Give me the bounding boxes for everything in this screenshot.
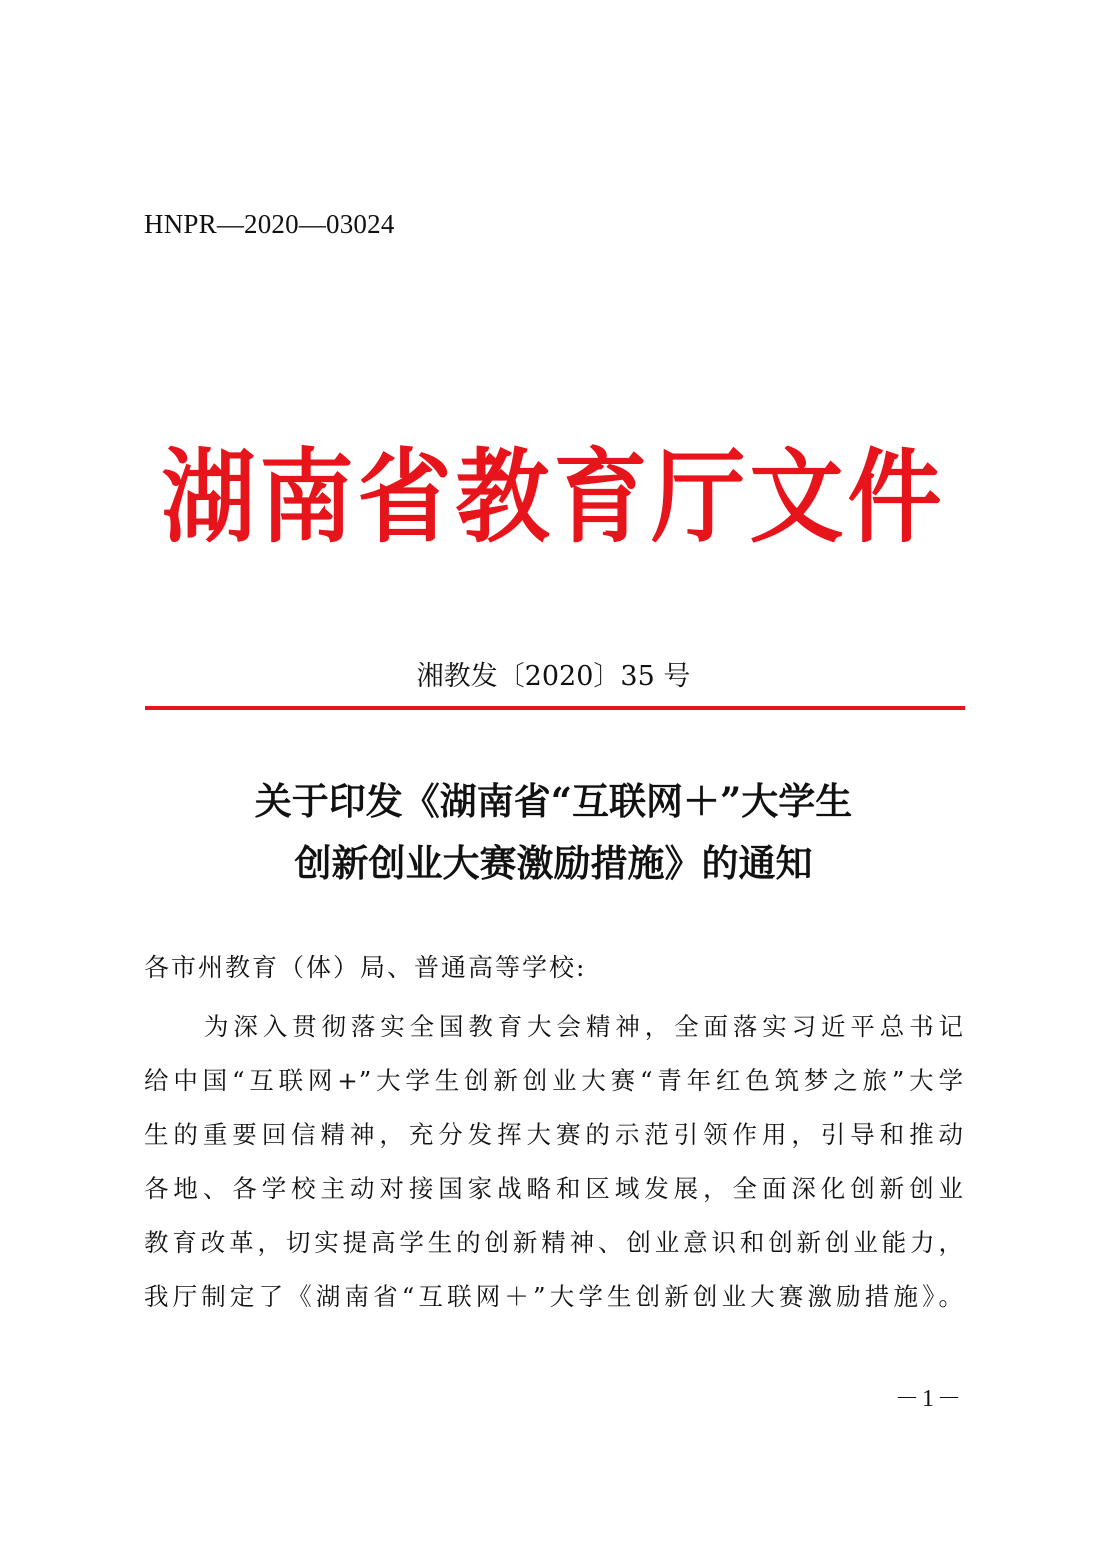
body-line: 给中国“互联网+”大学生创新创业大赛“青年红色筑梦之旅”大学 (144, 1066, 964, 1095)
title-line-1: 关于印发《湖南省“互联网＋”大学生 (254, 779, 853, 823)
document-code: HNPR—2020—03024 (144, 209, 395, 239)
salutation: 各市州教育（体）局、普通高等学校: (144, 953, 587, 982)
body-line: 生的重要回信精神，充分发挥大赛的示范引领作用，引导和推动 (144, 1120, 964, 1149)
body-line: 各地、各学校主动对接国家战略和区域发展，全面深化创新创业 (144, 1174, 964, 1203)
red-divider-line (145, 706, 965, 710)
page-number: －1－ (895, 1386, 964, 1412)
document-number: 湘教发〔2020〕35 号 (416, 661, 691, 692)
title-line-2: 创新创业大赛激励措施》的通知 (294, 841, 813, 885)
body-line: 我厅制定了《湖南省“互联网＋”大学生创新创业大赛激励措施》。 (144, 1282, 964, 1311)
notice-title (0, 770, 1107, 894)
masthead-title: 湖南省教育厅文件 (161, 438, 946, 558)
body-paragraph (144, 1007, 964, 1331)
body-line: 教育改革，切实提高学生的创新精神、创业意识和创新创业能力， (144, 1228, 964, 1257)
body-line: 为深入贯彻落实全国教育大会精神，全面落实习近平总书记 (204, 1012, 964, 1041)
